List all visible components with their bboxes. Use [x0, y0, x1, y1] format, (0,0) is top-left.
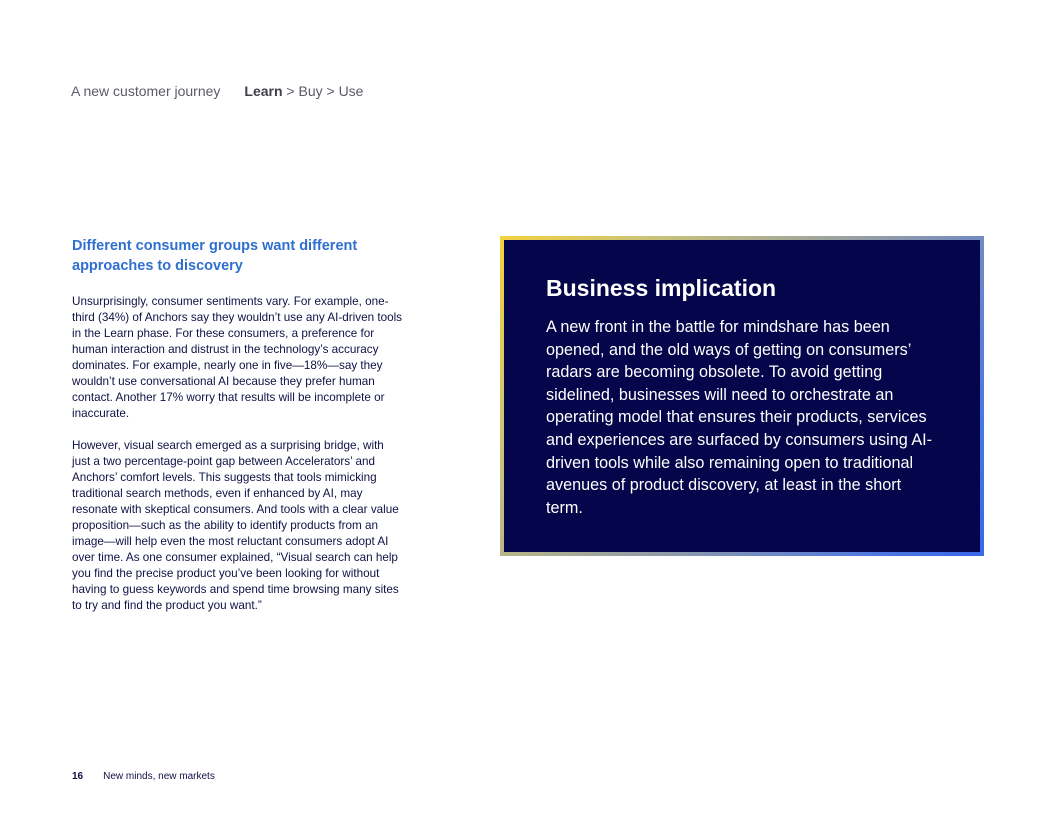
breadcrumb-section: A new customer journey [71, 83, 221, 99]
business-implication-callout [500, 236, 984, 556]
breadcrumb-current-step: Learn [244, 83, 283, 99]
page-number: 16 [72, 771, 84, 782]
callout-panel [504, 240, 980, 552]
page-footer [72, 771, 215, 782]
article-column [72, 236, 404, 630]
callout-body: A new front in the battle for mindshare has been opened, and the old ways of getting on consumers’ radars are becoming obsolete. To avoid getting sidelined, businesses will need to orchestrate an operating model that ensures their products, services and experiences are surfaced by consumers using AI-driven tools while also remaining open to traditional avenues of product discovery, at least in the short term. [546, 318, 933, 517]
breadcrumb [71, 83, 363, 99]
body-paragraph-2: However, visual search emerged as a surprising bridge, with just a two percentage-point gap between Accelerators’ and Anchors’ comfort levels. This suggests that tools mimicking traditional search methods, even if enhanced by AI, may resonate with skeptical consumers. And tools with a clear value proposition—such as the ability to identify products from an image—will help even the most reluctant consumers adopt AI over time. As one consumer explained, “Visual search can help you find the precise product you’ve been looking for without having to guess keywords and spend time browsing many sites to try and find the product you want.” [72, 439, 399, 612]
section-heading: Different consumer groups want different approaches to discovery [72, 238, 358, 274]
body-paragraph-1: Unsurprisingly, consumer sentiments vary. For example, one-third (34%) of Anchors say they wouldn’t use any AI-driven tools in the Learn phase. For these consumers, a preference for human interaction and distrust in the technology’s accuracy dominates. For example, nearly one in five—18%—say they wouldn’t use conversational AI because they prefer human contact. Another 17% worry that results will be incomplete or inaccurate. [72, 295, 403, 420]
callout-title: Business implication [546, 275, 777, 301]
report-title: New minds, new markets [103, 771, 215, 782]
breadcrumb-remaining-steps: > Buy > Use [282, 83, 364, 99]
